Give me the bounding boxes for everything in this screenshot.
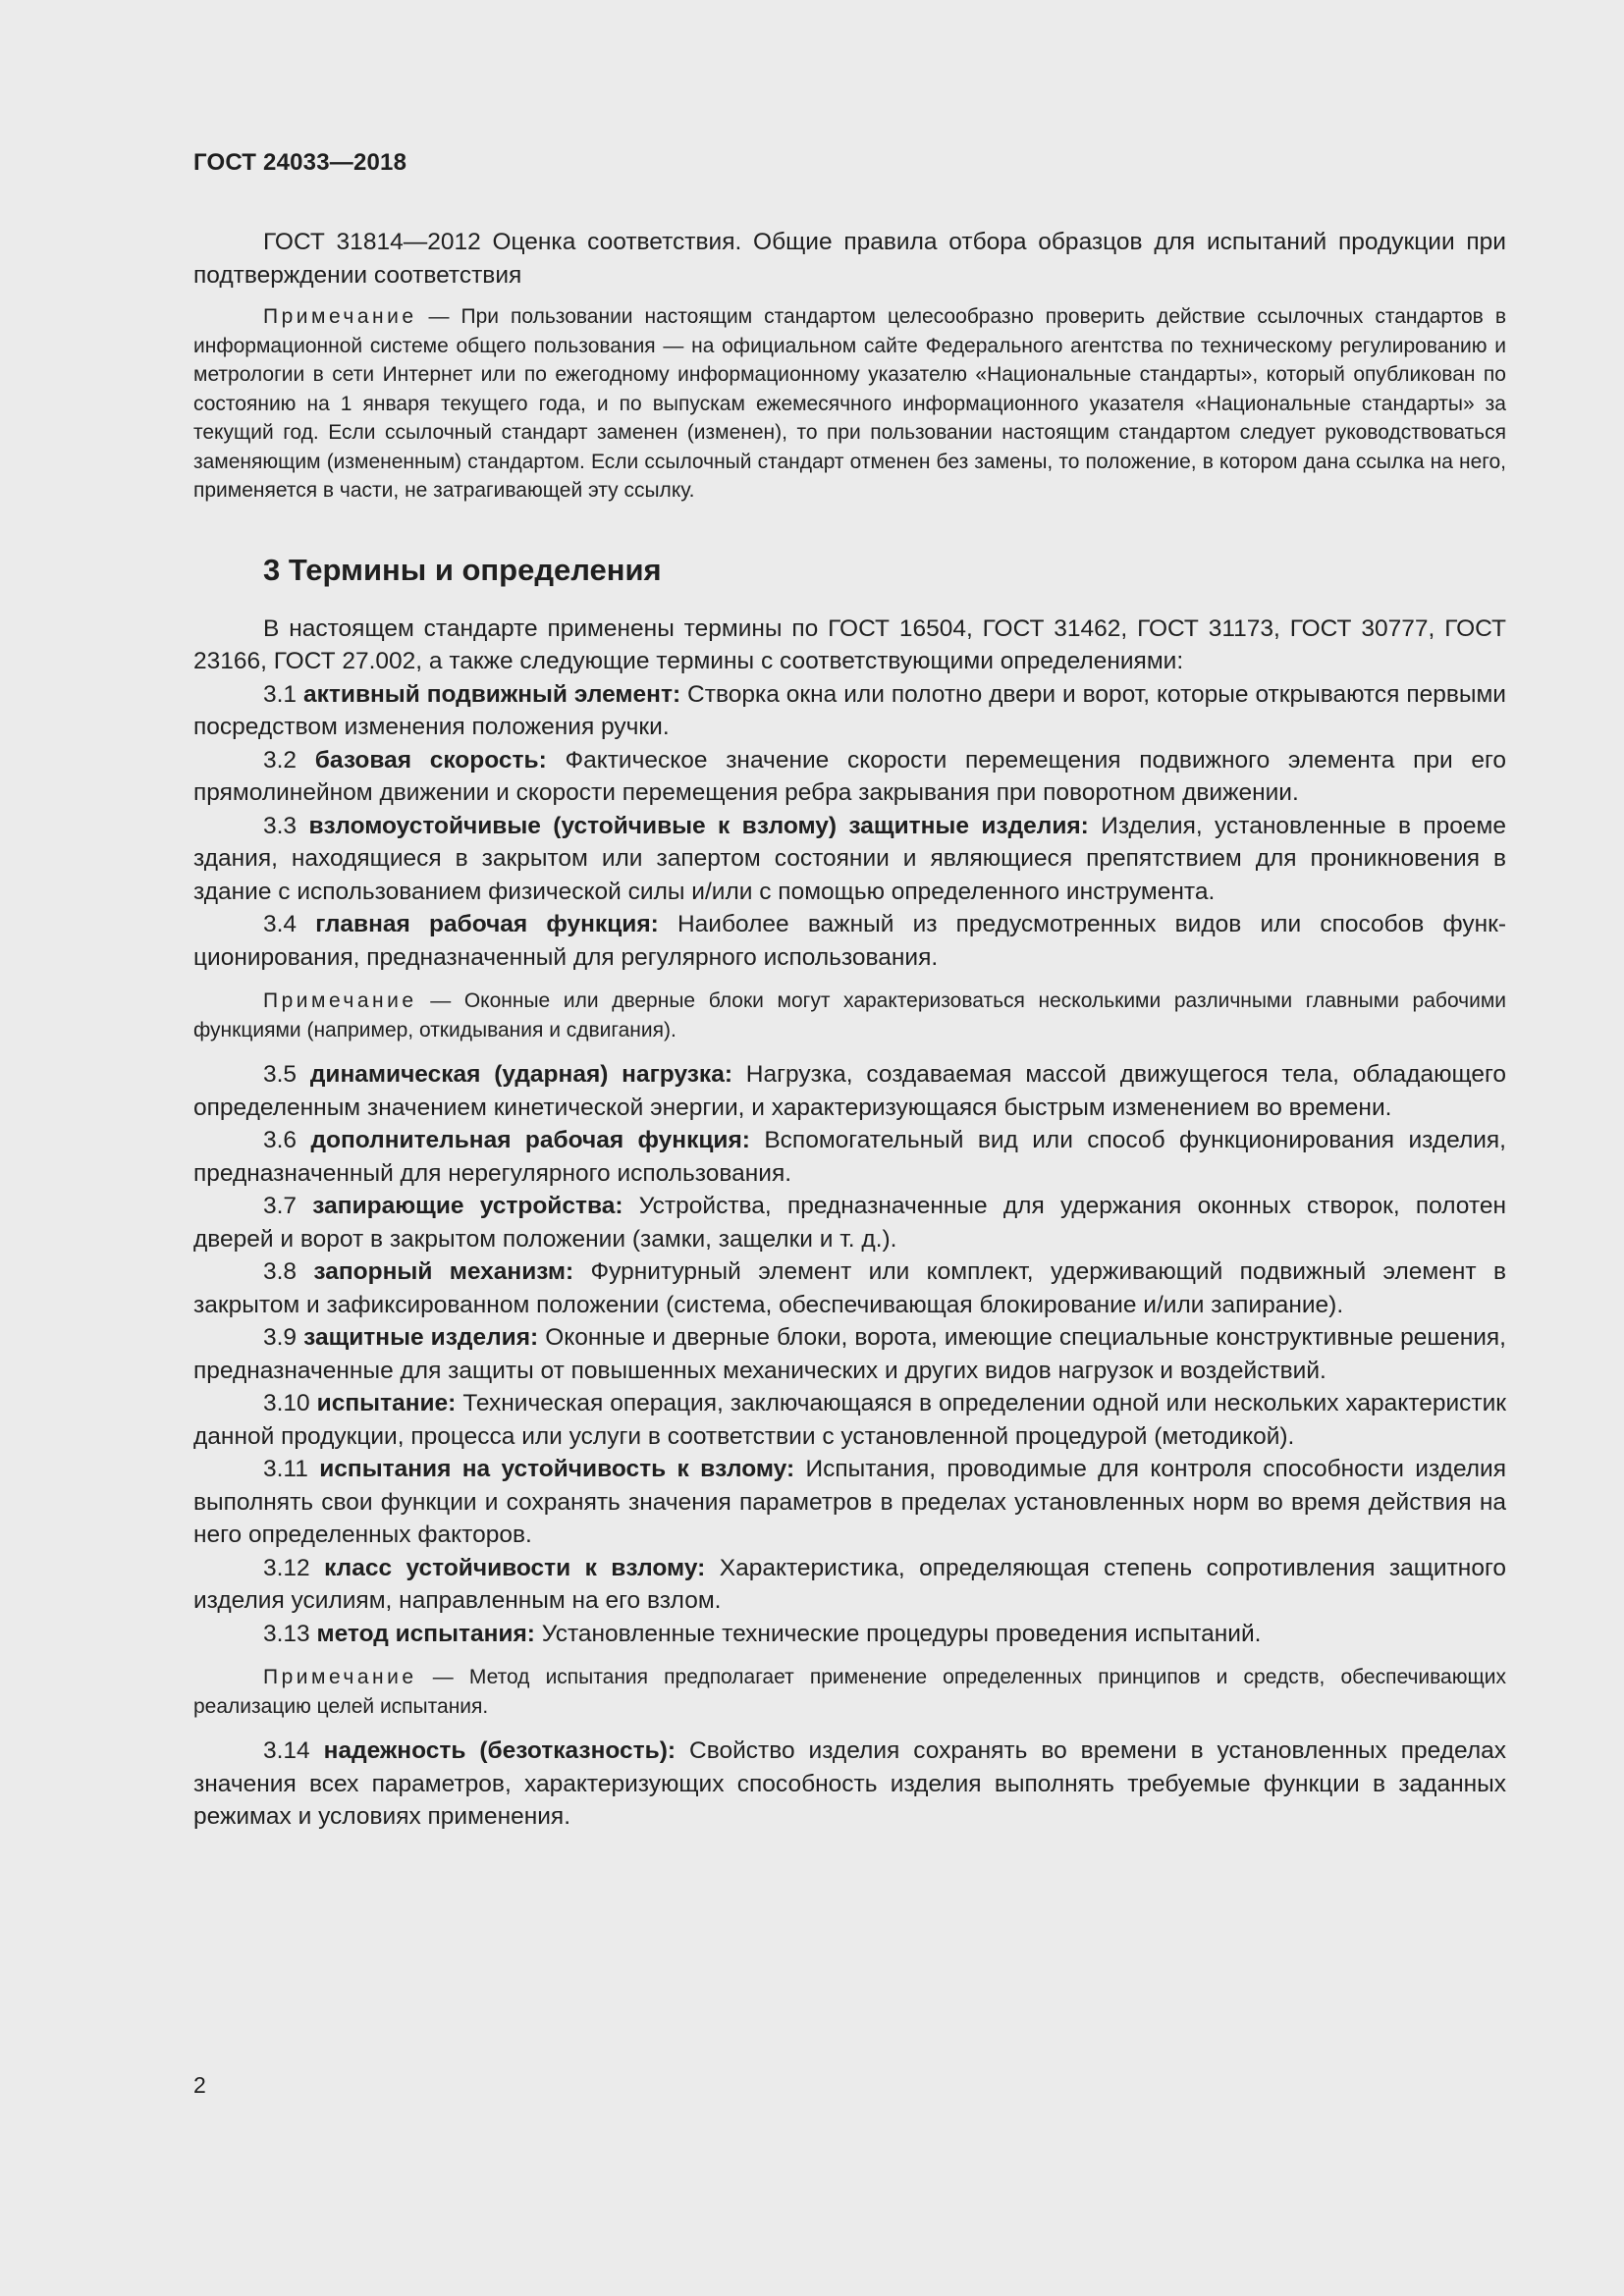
term-name: запирающие устройства:: [312, 1193, 623, 1219]
term-3-7: [193, 1190, 1506, 1255]
term-name: запорный механизм:: [313, 1258, 574, 1285]
term-3-10: [193, 1387, 1506, 1453]
term-definition: Створка окна или полотно двери и ворот, которые открываются первыми посредством изменения положения ручки.: [193, 680, 1506, 740]
term-3-11: [193, 1453, 1506, 1552]
note-text: — При пользовании настоящим стандартом целесообразно проверить действие ссылочных стандартов в информационной системе общего пользования — на официальном сайте Федерального агентства по техническому регулированию и метрологии в сети Интернет или по ежегодному информационному указателю «Национальные стандарты», который опубликован по состоянию на 1 января текущего года, и по выпускам ежемесячного информационного указателя «Национальные стандарты» за текущий год. Если ссылочный стандарт заменен (изменен), то при пользовании настоящим стандартом следует руководствоваться заменяющим (измененным) стандартом. Если ссылочный стандарт отменен без замены, то положение, в котором дана ссылка на него, применяется в части, не затрагивающей эту ссылку.: [193, 305, 1506, 502]
term-definition: Фурнитурный элемент или комплект, удерживающий подвижный элемент в закрытом и зафиксированном положении (система, обеспечивающая блокирование и/или запирание).: [193, 1258, 1506, 1318]
term-number: 3.7: [263, 1193, 298, 1219]
term-definition: Фактическое значение скорости перемещения подвижного элемента при его прямолинейном движении и скорости перемещения ребра закрывания при поворотном движении.: [193, 746, 1507, 806]
term-name: надежность (безотказность):: [323, 1737, 677, 1764]
term-name: активный подвижный элемент:: [303, 680, 681, 708]
term-name: динамическая (ударная) нагрузка:: [309, 1061, 732, 1088]
term-number: 3.8: [263, 1258, 298, 1285]
term-definition: Наиболее важный из предусмотренных видов или способов функционирования, предназначенный для регулярного использования.: [193, 911, 1507, 971]
term-3-12: [193, 1552, 1506, 1618]
note-label: Примечание: [263, 305, 417, 328]
term-name: взломоустойчивые (устойчивые к взлому) защитные изделия:: [308, 812, 1089, 839]
term-definition: Нагрузка, создаваемая массой движущегося тела, обладающего определенным значением кинетической энергии, и характеризующаяся быстрым изменением во времени.: [193, 1061, 1507, 1121]
term-3-1: [193, 678, 1506, 744]
note-3-4: [193, 987, 1506, 1044]
term-definition: Установленные технические процедуры проведения испытаний.: [541, 1620, 1262, 1647]
term-number: 3.5: [263, 1061, 298, 1088]
term-3-4: [193, 908, 1506, 974]
term-definition: Характеристика, определяющая степень сопротивления защитного изделия усилиям, направленным на его взлом.: [193, 1554, 1506, 1614]
term-number: 3.12: [263, 1554, 310, 1581]
reference-gost-31814: ГОСТ 31814—2012 Оценка соответствия. Общие правила отбора образцов для испытаний продукции при подтверждении соответствия: [193, 229, 1506, 289]
term-number: 3.10: [263, 1390, 310, 1416]
term-number: 3.2: [263, 746, 298, 774]
term-definition: Техническая операция, заключающаяся в определении одной или нескольких характеристик данной продукции, процесса или услуги в соответствии с установленной процедурой (методикой).: [193, 1390, 1507, 1450]
note-text: — Оконные или дверные блоки могут характеризоваться несколькими различными главными рабочими функциями (например, откидывания и сдвигания).: [193, 989, 1506, 1041]
term-definition: Устройства, предназначенные для удержания оконных створок, полотен дверей и ворот в закрытом положении (замки, защелки и т. д.).: [193, 1193, 1506, 1253]
term-number: 3.1: [263, 680, 298, 708]
document-header: ГОСТ 24033—2018: [193, 149, 407, 176]
note-label: Примечание: [263, 989, 417, 1012]
page-number: 2: [193, 2072, 206, 2098]
term-name: дополнительная рабочая функция:: [310, 1127, 750, 1153]
term-name: испытания на устойчивость к взлому:: [319, 1456, 795, 1482]
term-3-9: [193, 1321, 1506, 1387]
page-content: [193, 226, 1506, 1834]
section-title: 3 Термины и определения: [263, 552, 662, 587]
term-definition: Свойство изделия сохранять во времени в установленных пределах значения всех параметров, характеризующих способность изделия выполнять требуемые функции в заданных режимах и условиях применения.: [193, 1737, 1507, 1830]
term-number: 3.3: [263, 812, 298, 839]
term-number: 3.9: [263, 1324, 298, 1351]
term-definition: Испытания, проводимые для контроля способности изделия выполнять свои функции и сохранять значения параметров в пределах установленных норм во время действия на него определенных факторов.: [193, 1456, 1507, 1548]
term-definition: Изделия, установленные в проеме здания, находящиеся в закрытом или запертом состоянии и являющиеся препятствием для проникновения в здание с использованием физической силы и/или с помощью определенного инструмента.: [193, 812, 1507, 905]
term-name: испытание:: [316, 1390, 457, 1416]
term-name: базовая скорость:: [314, 746, 547, 774]
note-references: [193, 302, 1506, 506]
term-3-5: [193, 1058, 1506, 1124]
term-3-3: [193, 810, 1506, 909]
note-label: Примечание: [263, 1666, 417, 1688]
term-number: 3.13: [263, 1620, 310, 1647]
note-3-13: [193, 1663, 1506, 1721]
note-text: — Метод испытания предполагает применение определенных принципов и средств, обеспечивающих реализацию целей испытания.: [193, 1666, 1506, 1718]
section-intro: В настоящем стандарте применены термины по ГОСТ 16504, ГОСТ 31462, ГОСТ 31173, ГОСТ 30777, ГОСТ 23166, ГОСТ 27.002, а также следующие термины с соответствующими определениями:: [193, 614, 1506, 674]
term-3-8: [193, 1255, 1506, 1321]
term-name: метод испытания:: [316, 1620, 535, 1647]
term-number: 3.11: [263, 1456, 308, 1482]
term-definition: Оконные и дверные блоки, ворота, имеющие специальные конструктивные решения, предназначенные для защиты от повышенных механических и других видов нагрузок и воздействий.: [193, 1324, 1506, 1384]
term-number: 3.6: [263, 1127, 298, 1153]
term-3-14: [193, 1735, 1506, 1834]
term-number: 3.14: [263, 1737, 310, 1764]
term-number: 3.4: [263, 911, 298, 937]
term-3-6: [193, 1124, 1506, 1190]
term-name: класс устойчивости к взлому:: [324, 1554, 706, 1581]
term-3-2: [193, 744, 1506, 810]
term-3-13: [193, 1618, 1506, 1651]
term-name: главная рабочая функция:: [315, 911, 659, 937]
term-definition: Вспомогательный вид или способ функционирования изделия, предназначенный для нерегулярного использования.: [193, 1127, 1506, 1187]
term-name: защитные изделия:: [303, 1324, 539, 1351]
